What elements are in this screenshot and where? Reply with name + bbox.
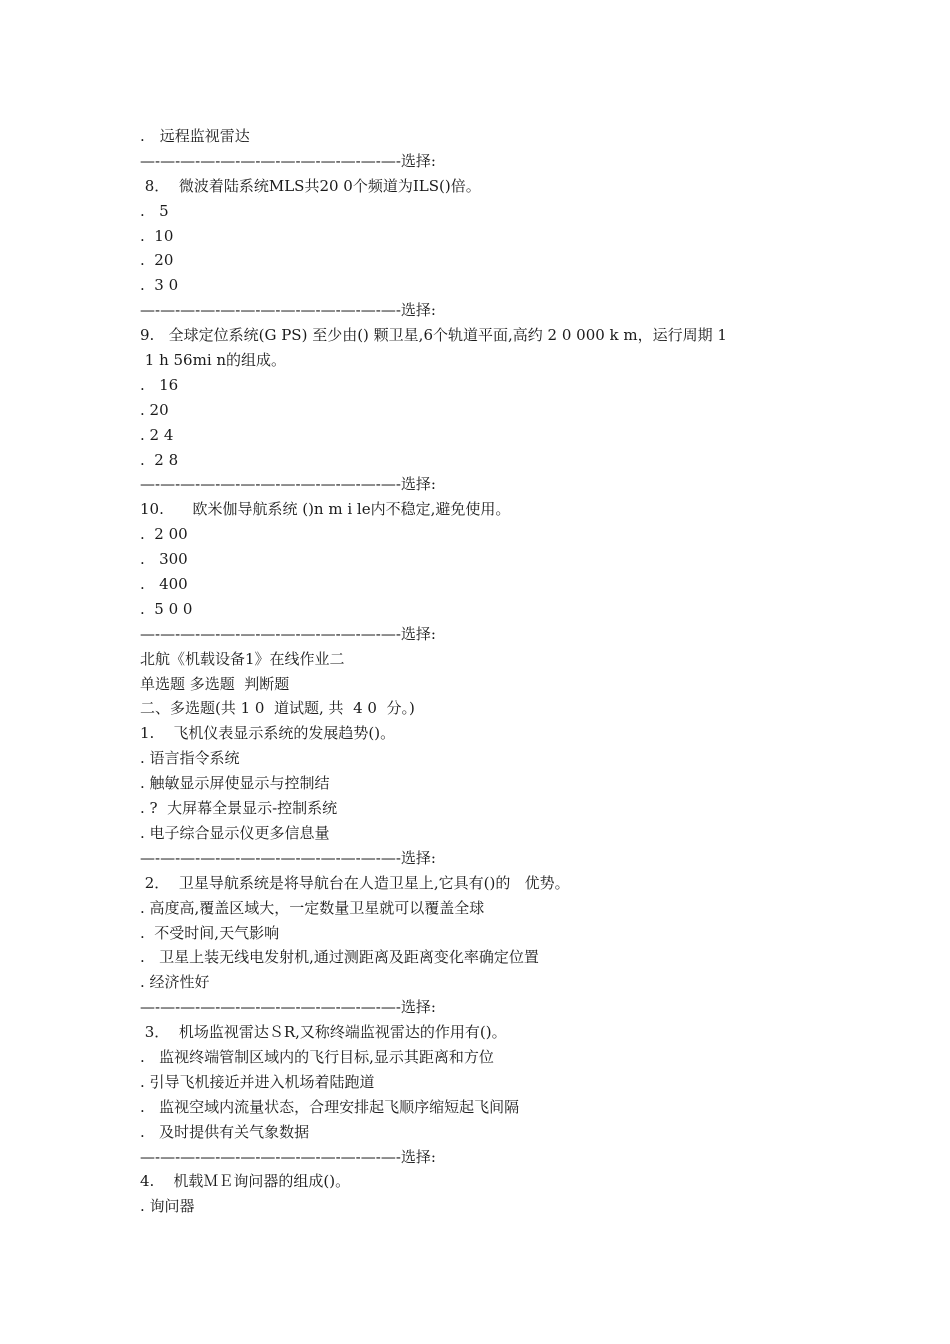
option-line: . 16 (140, 375, 179, 394)
option-line: . 经济性好 (140, 973, 210, 992)
answer-separator: —-—-—-—-—-—-—-—-—-—-—-—-—-选择: (140, 998, 436, 1017)
option-line: . 2 00 (140, 525, 188, 544)
option-line: . 监视终端管制区域内的飞行目标,显示其距离和方位 (140, 1047, 494, 1066)
document-page (140, 124, 830, 1219)
question-text: 10. 欧米伽导航系统 ()n m i le内不稳定,避免使用。 (140, 500, 511, 519)
question-text: 1. 飞机仪表显示系统的发展趋势()。 (140, 724, 396, 743)
option-line: . ? 大屏幕全景显示-控制系统 (140, 799, 338, 818)
option-line: . 引导飞机接近并进入机场着陆跑道 (140, 1072, 375, 1091)
option-line: . 监视空域内流量状态，合理安排起飞顺序缩短起飞间隔 (140, 1097, 520, 1116)
option-line: . 卫星上装无线电发射机,通过测距离及距离变化率确定位置 (140, 948, 539, 967)
question-text: 4. 机载ＭＥ询问器的组成()。 (140, 1172, 351, 1191)
question-text: 2． 卫星导航系统是将导航台在人造卫星上,它具有()的 优势。 (140, 873, 570, 892)
option-line: . 10 (140, 226, 174, 245)
option-line: . 2 8 (140, 450, 179, 469)
option-line: . 语言指令系统 (140, 749, 240, 768)
option-line: . 2 4 (140, 425, 174, 444)
text-line: . 远程监视雷达 (140, 127, 250, 145)
answer-separator: —-—-—-—-—-—-—-—-—-—-—-—-—-选择: (140, 624, 436, 643)
option-line: . 20 (140, 400, 169, 419)
option-line: . 电子综合显示仪更多信息量 (140, 823, 330, 842)
option-line: . 3 0 (140, 276, 179, 295)
option-line: . 询问器 (140, 1197, 195, 1216)
answer-separator: —-—-—-—-—-—-—-—-—-—-—-—-—-选择: (140, 301, 436, 320)
option-line: . 20 (140, 251, 174, 270)
option-line: . 触敏显示屏使显示与控制结 (140, 774, 330, 793)
answer-separator: —-—-—-—-—-—-—-—-—-—-—-—-—-选择: (140, 848, 436, 867)
question-text: 3． 机场监视雷达ＳR,又称终端监视雷达的作用有()。 (140, 1023, 507, 1042)
option-line: . 5 0 0 (140, 599, 193, 618)
answer-separator: —-—-—-—-—-—-—-—-—-—-—-—-—-选择: (140, 1147, 436, 1166)
question-text-continued: 1 h 56mi n的组成。 (140, 351, 287, 370)
section-title: 北航《机载设备1》在线作业二 (140, 649, 345, 668)
option-line: . 及时提供有关气象数据 (140, 1122, 310, 1141)
answer-separator: —-—-—-—-—-—-—-—-—-—-—-—-—-选择: (140, 151, 436, 170)
section-heading: 二、多选题(共 1 0 道试题, 共 4 0 分。) (140, 699, 415, 718)
option-line: . 400 (140, 575, 188, 594)
answer-separator: —-—-—-—-—-—-—-—-—-—-—-—-—-选择: (140, 475, 436, 494)
option-line: . 高度高,覆盖区域大，一定数量卫星就可以覆盖全球 (140, 898, 485, 917)
option-line: . 300 (140, 550, 188, 569)
option-line: . 5 (140, 201, 169, 220)
question-text: 8． 微波着陆系统MLS共20 0个频道为ILS()倍。 (140, 176, 481, 195)
option-line: . 不受时间,天气影响 (140, 923, 280, 942)
question-text: 9. 全球定位系统(G PS) 至少由() 颗卫星,6个轨道平面,高约 2 0 000 k m，运行周期 1 (140, 326, 727, 345)
question-type-nav: 单选题 多选题 判断题 (140, 674, 290, 693)
